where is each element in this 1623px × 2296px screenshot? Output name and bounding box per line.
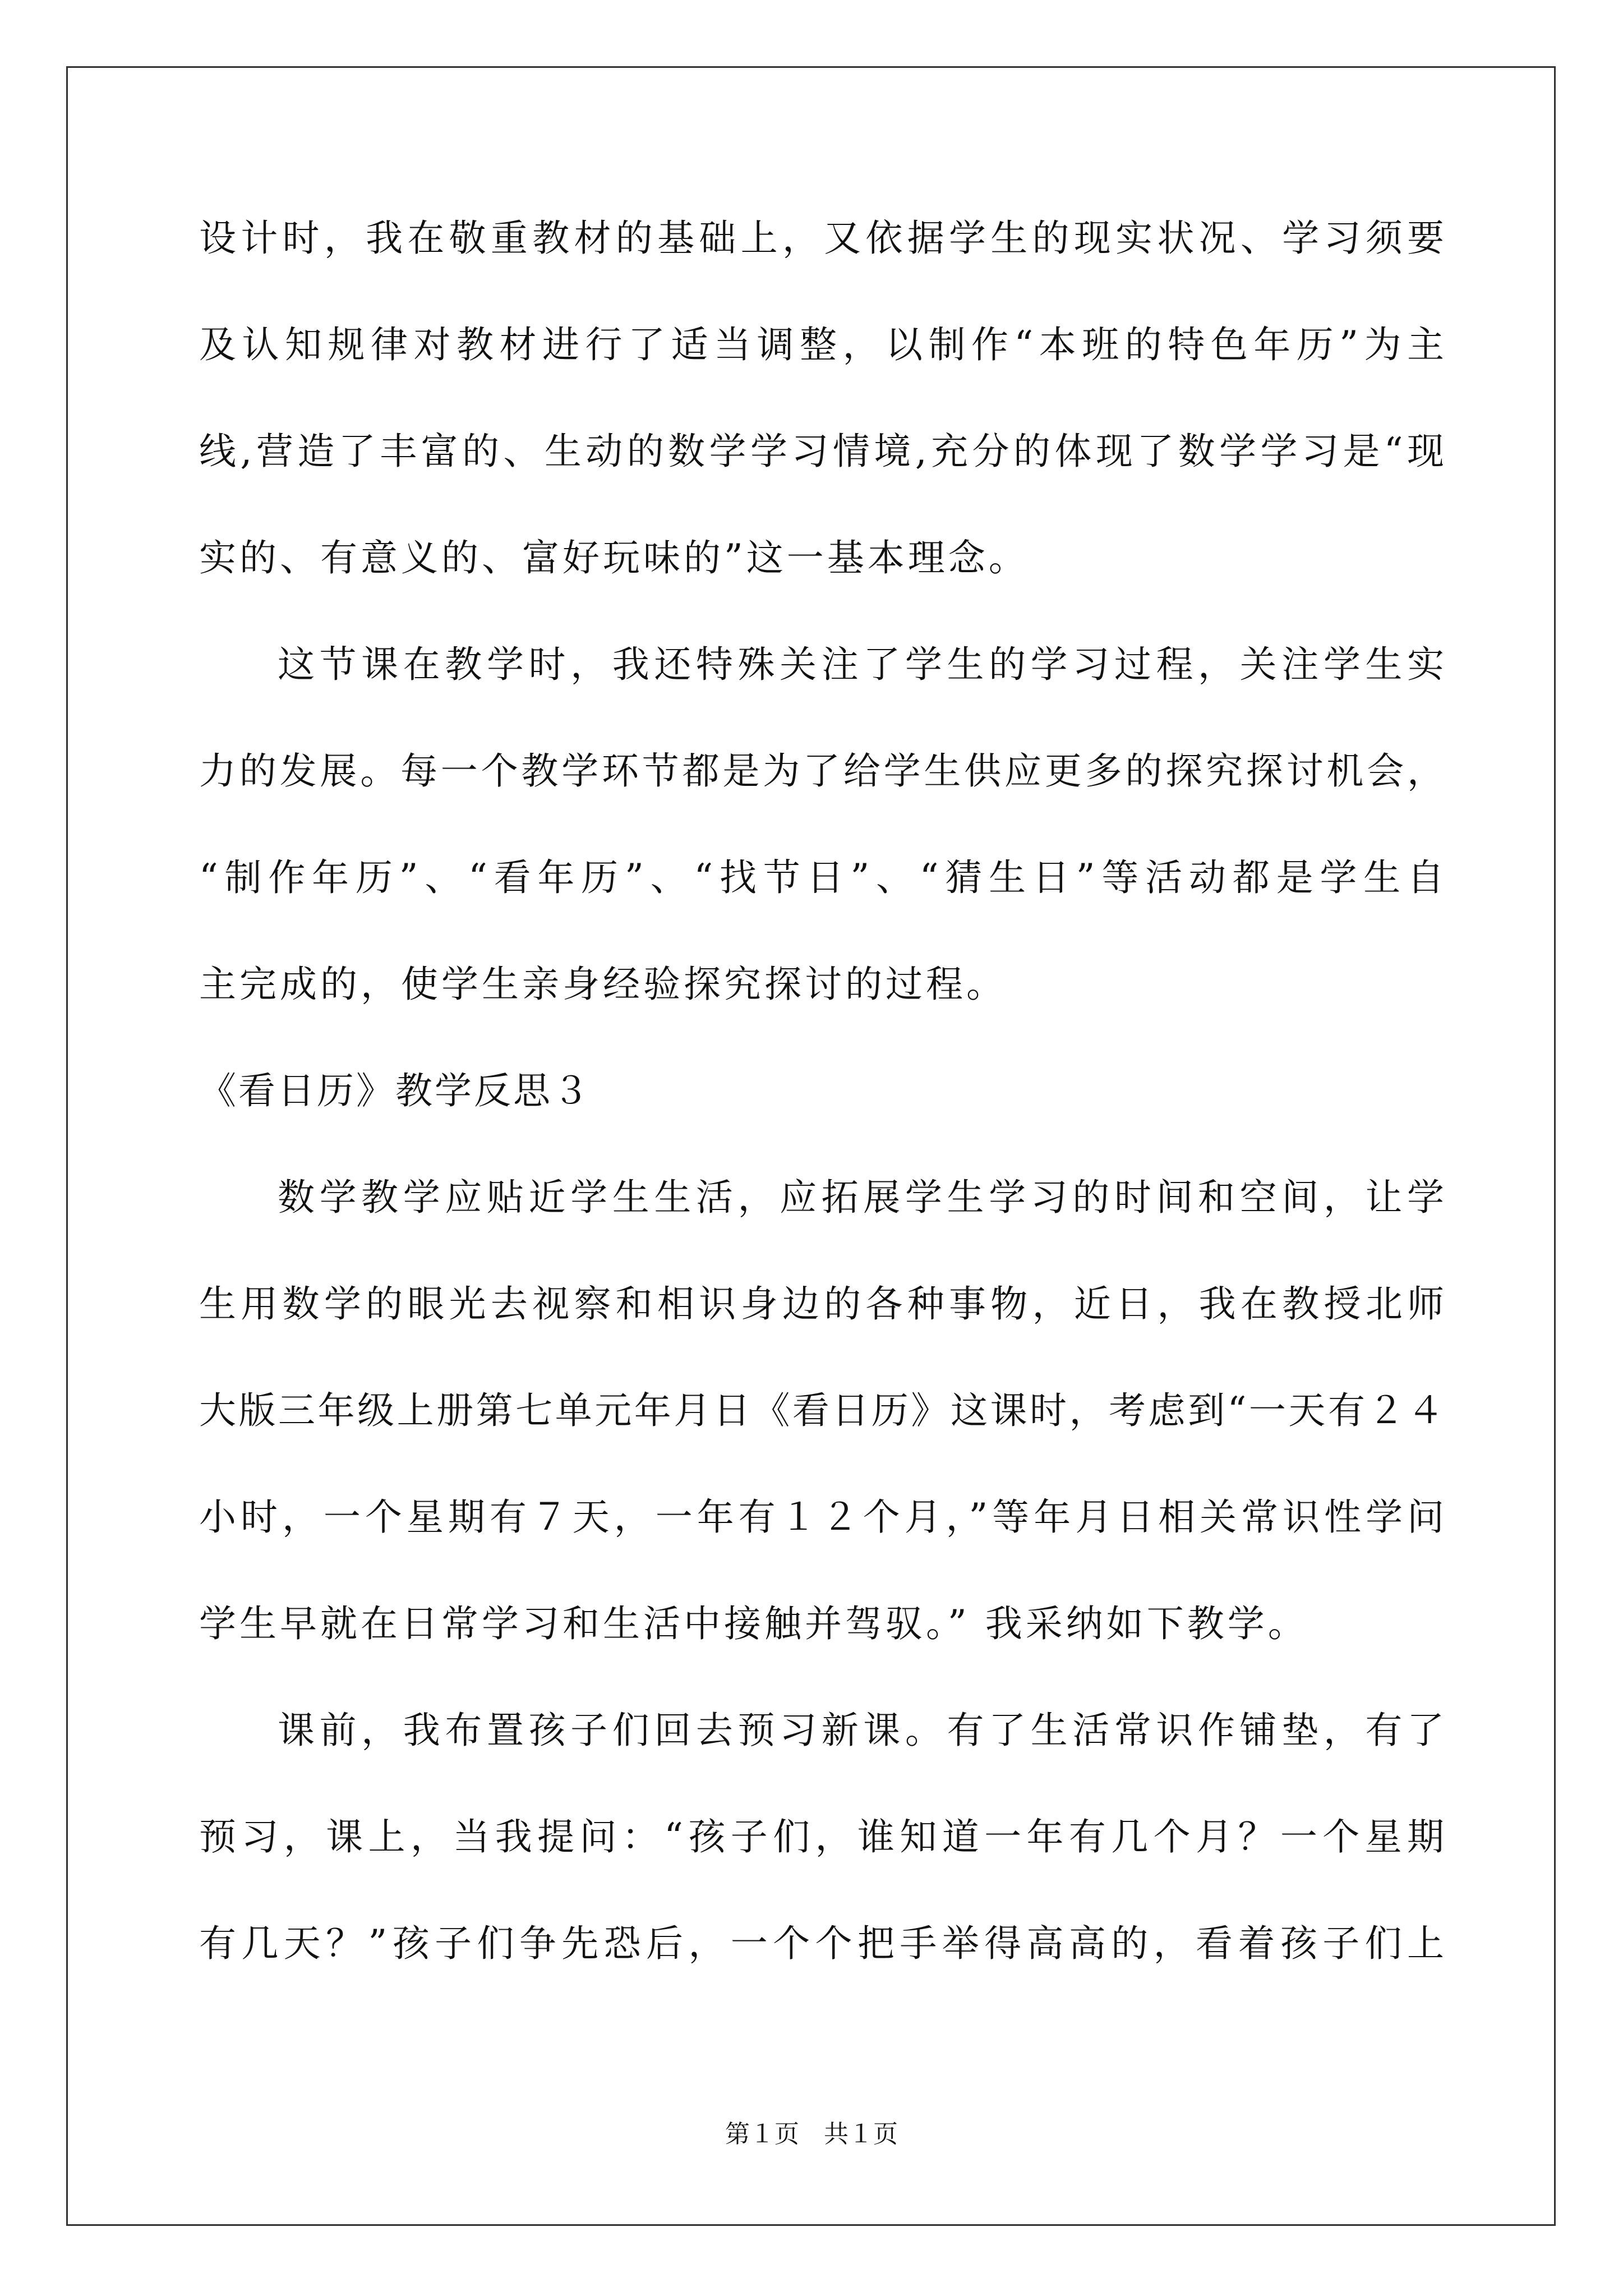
paragraph-line: 数学教学应贴近学生生活，应拓展学生学习的时间和空间，让学 — [278, 1176, 1444, 1219]
paragraph-line: 实的、有意义的、富好玩味的”这一基本理念。 — [199, 536, 1029, 579]
paragraph-line: 学生早就在日常学习和生活中接触并驾驭。” 我采纳如下教学。 — [199, 1602, 1308, 1645]
paragraph-line: “制作年历”、“看年历”、“找节日”、“猜生日”等活动都是学生自 — [199, 856, 1444, 899]
paragraph-line: 课前，我布置孩子们回去预习新课。有了生活常识作铺垫，有了 — [278, 1709, 1444, 1752]
paragraph-line: 有几天？”孩子们争先恐后，一个个把手举得高高的，看着孩子们上 — [199, 1922, 1444, 1965]
page-border — [66, 66, 1556, 2226]
paragraph-line: 这节课在教学时，我还特殊关注了学生的学习过程，关注学生实 — [278, 643, 1444, 686]
paragraph-line: 线,营造了丰富的、生动的数学学习情境,充分的体现了数学学习是“现 — [199, 430, 1444, 473]
paragraph-line: 及认知规律对教材进行了适当调整，以制作“本班的特色年历”为主 — [199, 323, 1444, 366]
paragraph-line: 预习，课上，当我提问：“孩子们，谁知道一年有几个月？一个星期 — [199, 1815, 1444, 1858]
page-indicator: 第１页 共１页 — [725, 2120, 898, 2148]
paragraph-line: 大版三年级上册第七单元年月日《看日历》这课时，考虑到“一天有２４ — [199, 1389, 1444, 1432]
paragraph-line: 主完成的，使学生亲身经验探究探讨的过程。 — [199, 963, 1007, 1006]
paragraph-line: 生用数学的眼光去视察和相识身边的各种事物，近日，我在教授北师 — [199, 1282, 1444, 1326]
paragraph-line: 设计时，我在敬重教材的基础上，又依据学生的现实状况、学习须要 — [199, 217, 1444, 260]
paragraph-line: 力的发展。每一个教学环节都是为了给学生供应更多的探究探讨机会， — [199, 749, 1444, 793]
section-heading: 《看日历》教学反思３ — [199, 1069, 592, 1112]
paragraph-line: 小时，一个星期有７天，一年有１２个月，”等年月日相关常识性学问 — [199, 1496, 1444, 1539]
